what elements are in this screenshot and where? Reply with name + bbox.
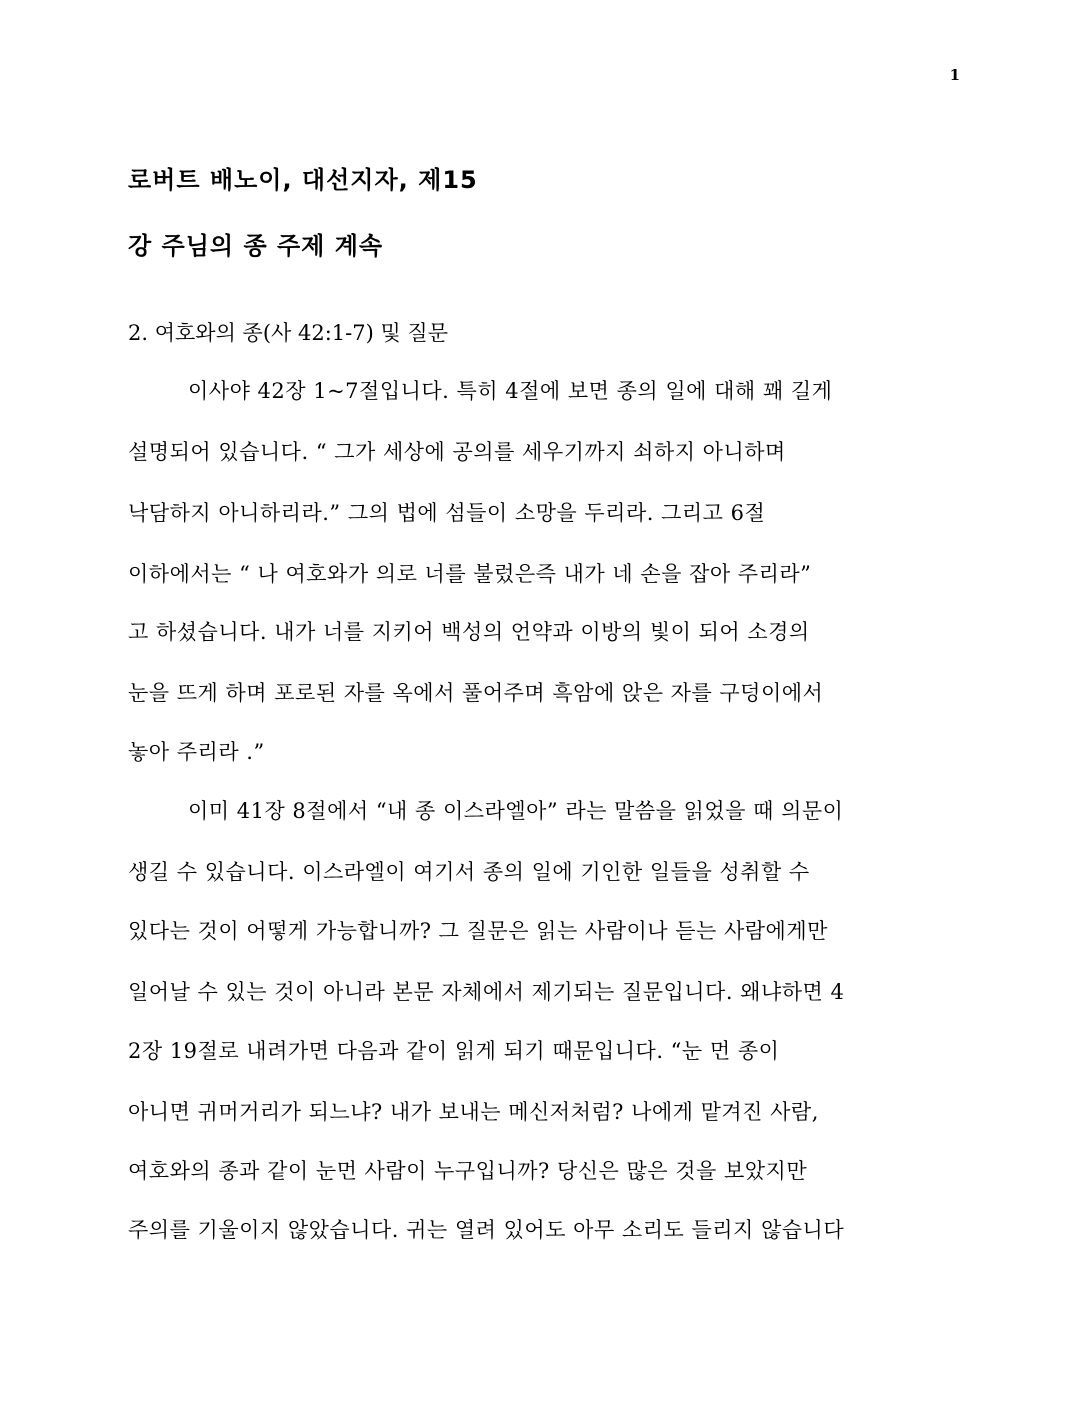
paragraph-1-line: 고 하셨습니다. 내가 너를 지키어 백성의 언약과 이방의 빛이 되어 소경의 xyxy=(128,620,810,644)
paragraph-1-line: 낙담하지 아니하리라.” 그의 법에 섬들이 소망을 두리라. 그리고 6절 xyxy=(128,501,766,525)
paragraph-2-line: 이미 41장 8절에서 “내 종 이스라엘아” 라는 말씀을 읽었을 때 의문이 xyxy=(188,799,844,823)
paragraph-2-line: 일어날 수 있는 것이 아니라 본문 자체에서 제기되는 질문입니다. 왜냐하면 4 xyxy=(128,980,845,1004)
paragraph-2-line: 있다는 것이 어떻게 가능합니까? 그 질문은 읽는 사람이나 듣는 사람에게만 xyxy=(128,919,828,943)
document-title-line-1: 로버트 배노이, 대선지자, 제15 xyxy=(128,166,478,194)
paragraph-2-line: 여호와의 종과 같이 눈먼 사람이 누구입니까? 당신은 많은 것을 보았지만 xyxy=(128,1159,808,1183)
page-number: 1 xyxy=(949,66,960,84)
paragraph-2-line: 생길 수 있습니다. 이스라엘이 여기서 종의 일에 기인한 일들을 성취할 수 xyxy=(128,860,810,884)
paragraph-1-line: 눈을 뜨게 하며 포로된 자를 옥에서 풀어주며 흑암에 앉은 자를 구덩이에서 xyxy=(128,681,824,705)
paragraph-2-line: 주의를 기울이지 않았습니다. 귀는 열려 있어도 아무 소리도 들리지 않습니다 xyxy=(128,1218,845,1242)
paragraph-1-line: 이하에서는 “ 나 여호와가 의로 너를 불렀은즉 내가 네 손을 잡아 주리라” xyxy=(128,562,812,586)
paragraph-1-line: 이사야 42장 1~7절입니다. 특히 4절에 보면 종의 일에 대해 꽤 길게 xyxy=(188,379,833,403)
paragraph-2-line: 아니면 귀머거리가 되느냐? 내가 보내는 메신저처럼? 나에게 맡겨진 사람, xyxy=(128,1100,819,1124)
section-heading: 2. 여호와의 종(사 42:1-7) 및 질문 xyxy=(128,321,448,345)
document-title-line-2: 강 주님의 종 주제 계속 xyxy=(128,232,384,260)
paragraph-2-line: 2장 19절로 내려가면 다음과 같이 읽게 되기 때문입니다. “눈 먼 종이 xyxy=(128,1039,780,1063)
paragraph-1-line: 설명되어 있습니다. “ 그가 세상에 공의를 세우기까지 쇠하지 아니하며 xyxy=(128,440,786,464)
paragraph-1-line: 놓아 주리라 .” xyxy=(128,740,265,764)
